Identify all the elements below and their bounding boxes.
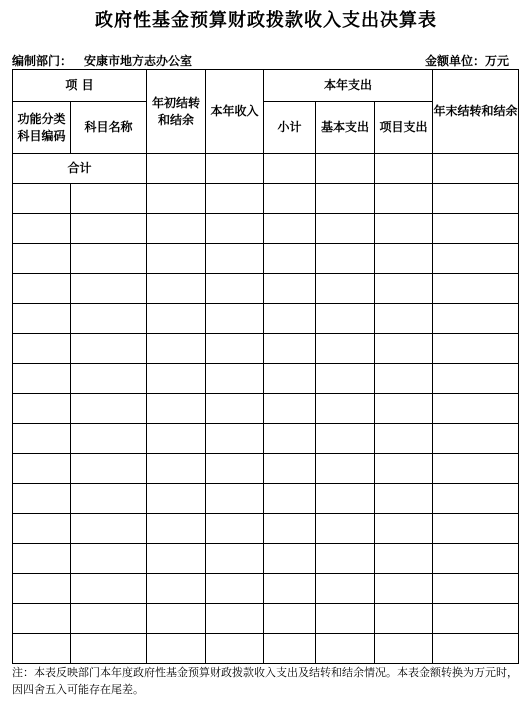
table-cell — [71, 514, 147, 544]
table-cell — [316, 304, 375, 334]
total-row — [13, 154, 519, 184]
table-cell — [71, 364, 147, 394]
table-cell — [316, 394, 375, 424]
table-cell — [264, 394, 316, 424]
table-cell — [13, 634, 71, 664]
table-cell — [375, 244, 433, 274]
table-row — [13, 304, 519, 334]
table-row — [13, 244, 519, 274]
table-cell — [433, 514, 519, 544]
table-row — [13, 484, 519, 514]
table-cell — [375, 604, 433, 634]
table-cell — [264, 184, 316, 214]
table-cell — [13, 244, 71, 274]
total-cell — [316, 154, 375, 184]
table-row — [13, 394, 519, 424]
table-cell — [71, 544, 147, 574]
table-cell — [433, 214, 519, 244]
total-cell — [206, 154, 264, 184]
table-cell — [375, 484, 433, 514]
table-cell — [147, 244, 206, 274]
table-cell — [206, 274, 264, 304]
header-current-income: 本年收入 — [206, 70, 264, 154]
table-cell — [433, 484, 519, 514]
table-row — [13, 364, 519, 394]
table-cell — [206, 214, 264, 244]
table-cell — [206, 244, 264, 274]
table-cell — [375, 634, 433, 664]
table-cell — [147, 634, 206, 664]
table-cell — [375, 394, 433, 424]
table-cell — [316, 184, 375, 214]
unit-label: 金额单位：万元 — [424, 54, 509, 68]
table-cell — [13, 214, 71, 244]
table-cell — [71, 394, 147, 424]
table-cell — [433, 334, 519, 364]
table-cell — [13, 604, 71, 634]
table-cell — [375, 304, 433, 334]
table-row — [13, 514, 519, 544]
table-cell — [433, 394, 519, 424]
table-cell — [375, 424, 433, 454]
table-row — [13, 214, 519, 244]
table-cell — [206, 484, 264, 514]
table-cell — [206, 454, 264, 484]
table-cell — [13, 424, 71, 454]
table-cell — [264, 334, 316, 364]
table-cell — [264, 364, 316, 394]
table-cell — [264, 304, 316, 334]
table-cell — [375, 364, 433, 394]
table-cell — [206, 514, 264, 544]
table-cell — [71, 454, 147, 484]
table-cell — [13, 544, 71, 574]
table-cell — [264, 484, 316, 514]
table-cell — [316, 634, 375, 664]
table-cell — [264, 544, 316, 574]
table-cell — [375, 184, 433, 214]
total-cell — [264, 154, 316, 184]
table-cell — [147, 544, 206, 574]
table-cell — [147, 394, 206, 424]
header-func-code: 功能分类科目编码 — [13, 102, 71, 154]
table-cell — [433, 364, 519, 394]
table-cell — [316, 274, 375, 304]
table-cell — [433, 454, 519, 484]
table-cell — [13, 514, 71, 544]
header-project-expense: 项目支出 — [375, 102, 433, 154]
table-cell — [71, 244, 147, 274]
table-cell — [264, 274, 316, 304]
table-cell — [13, 334, 71, 364]
table-cell — [316, 424, 375, 454]
total-cell — [433, 154, 519, 184]
table-cell — [375, 544, 433, 574]
table-cell — [433, 634, 519, 664]
table-cell — [13, 394, 71, 424]
table-cell — [71, 334, 147, 364]
table-cell — [147, 274, 206, 304]
table-cell — [375, 514, 433, 544]
table-cell — [71, 604, 147, 634]
table-cell — [264, 454, 316, 484]
table-cell — [147, 454, 206, 484]
table-cell — [147, 184, 206, 214]
table-cell — [13, 574, 71, 604]
table-cell — [13, 274, 71, 304]
budget-table — [12, 69, 519, 664]
table-cell — [316, 514, 375, 544]
header-end-balance: 年末结转和结余 — [433, 70, 519, 154]
table-cell — [316, 334, 375, 364]
table-cell — [433, 544, 519, 574]
table-row — [13, 634, 519, 664]
header-item: 项 目 — [13, 70, 147, 102]
dept-value: 安康市地方志办公室 — [84, 54, 193, 68]
table-cell — [264, 244, 316, 274]
table-cell — [71, 184, 147, 214]
table-cell — [375, 334, 433, 364]
table-cell — [375, 214, 433, 244]
table-cell — [147, 574, 206, 604]
table-cell — [13, 484, 71, 514]
table-cell — [147, 334, 206, 364]
table-cell — [147, 424, 206, 454]
header-current-expense: 本年支出 — [264, 70, 433, 102]
table-row — [13, 274, 519, 304]
table-cell — [206, 634, 264, 664]
footnote: 注：本表反映部门本年度政府性基金预算财政拨款收入支出及结转和结余情况。本表金额转换为万元时，因四舍五入可能存在尾差。 — [12, 666, 518, 696]
table-row — [13, 454, 519, 484]
header-begin-balance: 年初结转和结余 — [147, 70, 206, 154]
table-row — [13, 574, 519, 604]
table-row — [13, 424, 519, 454]
table-cell — [147, 484, 206, 514]
dept-label: 编制部门： — [12, 54, 73, 68]
table-cell — [206, 304, 264, 334]
table-cell — [71, 214, 147, 244]
header-subtotal: 小计 — [264, 102, 316, 154]
table-cell — [433, 574, 519, 604]
table-cell — [316, 364, 375, 394]
total-label: 合计 — [13, 154, 147, 184]
table-cell — [316, 484, 375, 514]
table-cell — [433, 304, 519, 334]
table-cell — [316, 544, 375, 574]
table-cell — [316, 244, 375, 274]
table-cell — [264, 514, 316, 544]
table-cell — [71, 634, 147, 664]
table-cell — [206, 334, 264, 364]
table-cell — [71, 304, 147, 334]
table-cell — [71, 424, 147, 454]
header-row-1 — [13, 70, 519, 102]
table-cell — [13, 454, 71, 484]
table-row — [13, 544, 519, 574]
table-cell — [147, 364, 206, 394]
table-cell — [375, 274, 433, 304]
table-cell — [264, 634, 316, 664]
header-basic-expense: 基本支出 — [316, 102, 375, 154]
table-cell — [316, 454, 375, 484]
table-cell — [147, 604, 206, 634]
table-cell — [433, 424, 519, 454]
table-cell — [375, 574, 433, 604]
table-cell — [13, 364, 71, 394]
table-cell — [206, 184, 264, 214]
table-cell — [316, 574, 375, 604]
table-cell — [206, 574, 264, 604]
table-cell — [433, 184, 519, 214]
table-cell — [206, 424, 264, 454]
table-cell — [264, 574, 316, 604]
header-subject-name: 科目名称 — [71, 102, 147, 154]
table-cell — [316, 604, 375, 634]
table-cell — [264, 604, 316, 634]
table-cell — [206, 394, 264, 424]
total-cell — [147, 154, 206, 184]
table-row — [13, 604, 519, 634]
table-cell — [147, 514, 206, 544]
table-cell — [13, 304, 71, 334]
table-cell — [71, 574, 147, 604]
table-cell — [147, 304, 206, 334]
table-cell — [13, 184, 71, 214]
table-cell — [206, 364, 264, 394]
table-cell — [206, 604, 264, 634]
page-title: 政府性基金预算财政拨款收入支出决算表 — [95, 10, 437, 31]
table-cell — [71, 274, 147, 304]
table-cell — [433, 274, 519, 304]
total-cell — [375, 154, 433, 184]
table-cell — [316, 214, 375, 244]
table-cell — [433, 604, 519, 634]
table-cell — [147, 214, 206, 244]
table-cell — [264, 424, 316, 454]
table-row — [13, 334, 519, 364]
table-cell — [206, 544, 264, 574]
table-row — [13, 184, 519, 214]
table-cell — [71, 484, 147, 514]
table-cell — [375, 454, 433, 484]
table-cell — [433, 244, 519, 274]
table-cell — [264, 214, 316, 244]
